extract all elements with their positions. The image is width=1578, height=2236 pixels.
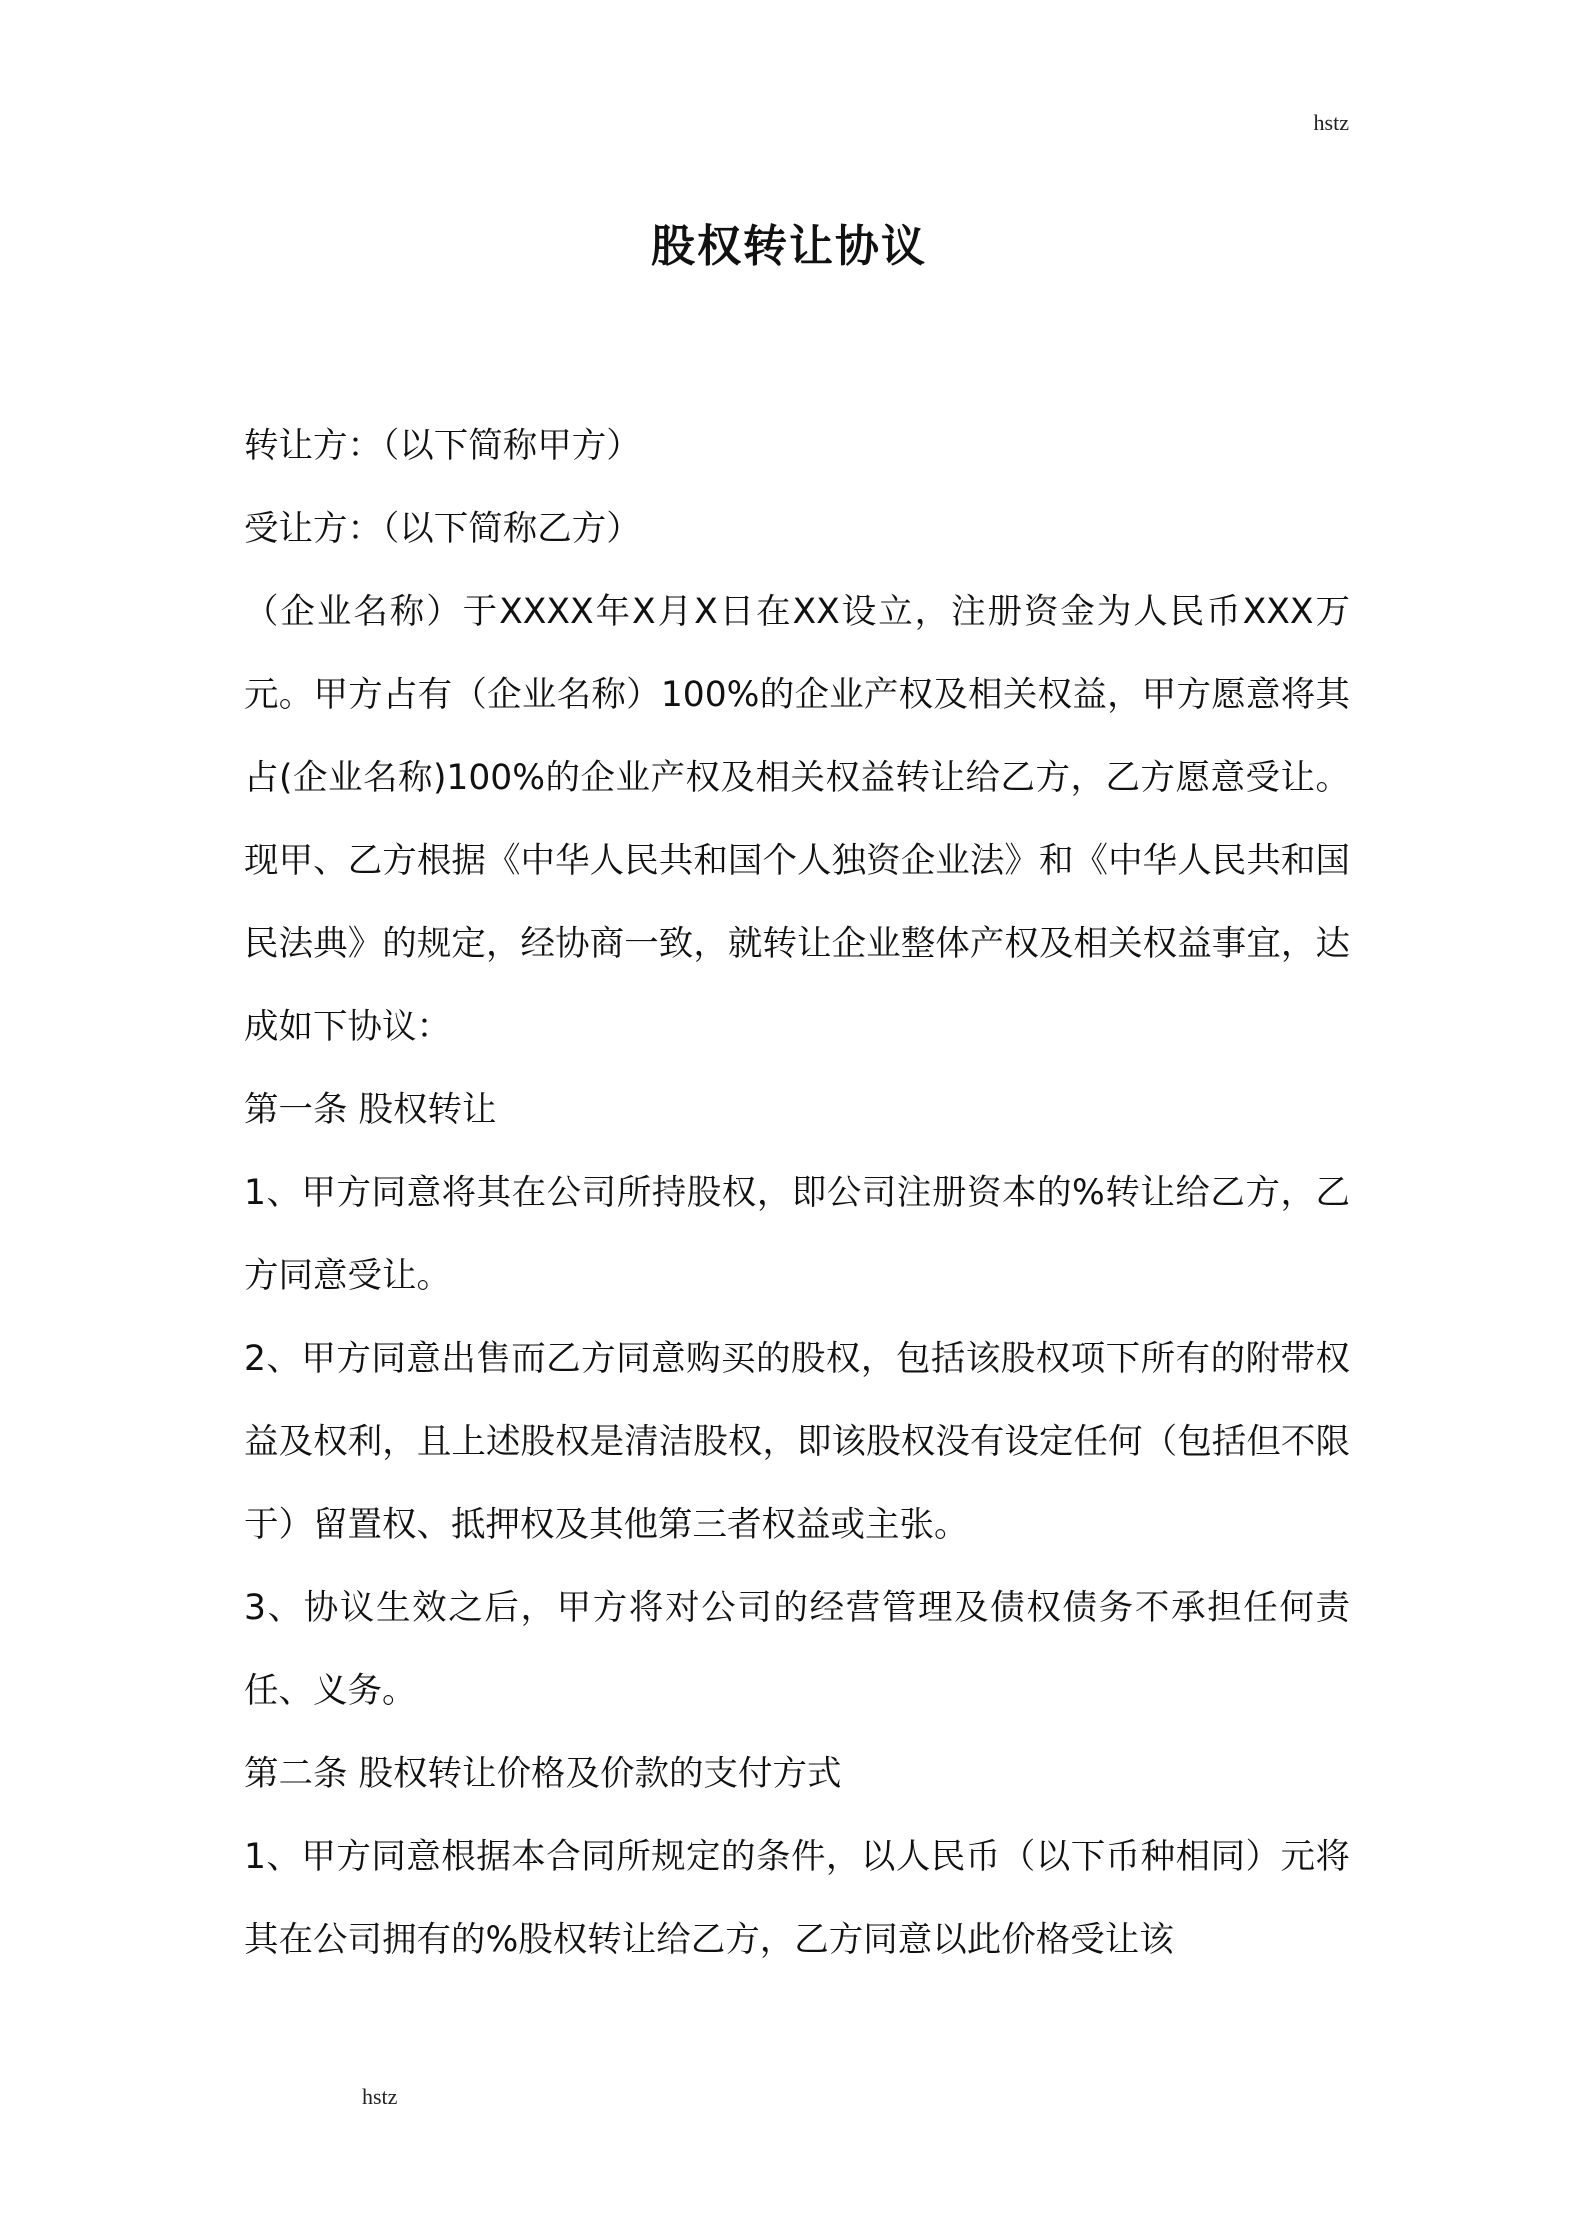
article-1-heading: 第一条 股权转让 [244, 1090, 497, 1130]
article-2-item-1: 1、甲方同意根据本合同所规定的条件，以人民币（以下币种相同）元将其在公司拥有的%股权转让给乙方，乙方同意以此价格受让该 [244, 1837, 1350, 1960]
header-watermark-text: hstz [1313, 110, 1349, 135]
article-1-item-2: 2、甲方同意出售而乙方同意购买的股权，包括该股权项下所有的附带权益及权利，且上述股权是清洁股权，即该股权没有设定任何（包括但不限于）留置权、抵押权及其他第三者权益或主张。 [244, 1339, 1350, 1545]
preamble-paragraph: （企业名称）于XXXX年X月X日在XX设立，注册资金为人民币XXX万元。甲方占有（企业名称）100%的企业产权及相关权益，甲方愿意将其占(企业名称)100%的企业产权及相关权益转让给乙方，乙方愿意受让。现甲、乙方根据《中华人民共和国个人独资企业法》和《中华人民共和国民法典》的规定，经协商一致，就转让企业整体产权及相关权益事宜，达成如下协议： [244, 592, 1350, 1047]
transferee-line: 受让方：（以下简称乙方） [244, 509, 641, 549]
document-title: 股权转让协议 [651, 221, 927, 272]
footer-watermark-text: hstz [362, 2084, 398, 2109]
transferor-line: 转让方：（以下简称甲方） [244, 426, 641, 466]
article-2-heading: 第二条 股权转让价格及价款的支付方式 [244, 1754, 842, 1794]
article-1-item-1: 1、甲方同意将其在公司所持股权，即公司注册资本的%转让给乙方，乙方同意受让。 [244, 1173, 1350, 1296]
article-1-item-3: 3、协议生效之后，甲方将对公司的经营管理及债权债务不承担任何责任、义务。 [244, 1588, 1350, 1711]
document-body [244, 405, 1350, 1982]
